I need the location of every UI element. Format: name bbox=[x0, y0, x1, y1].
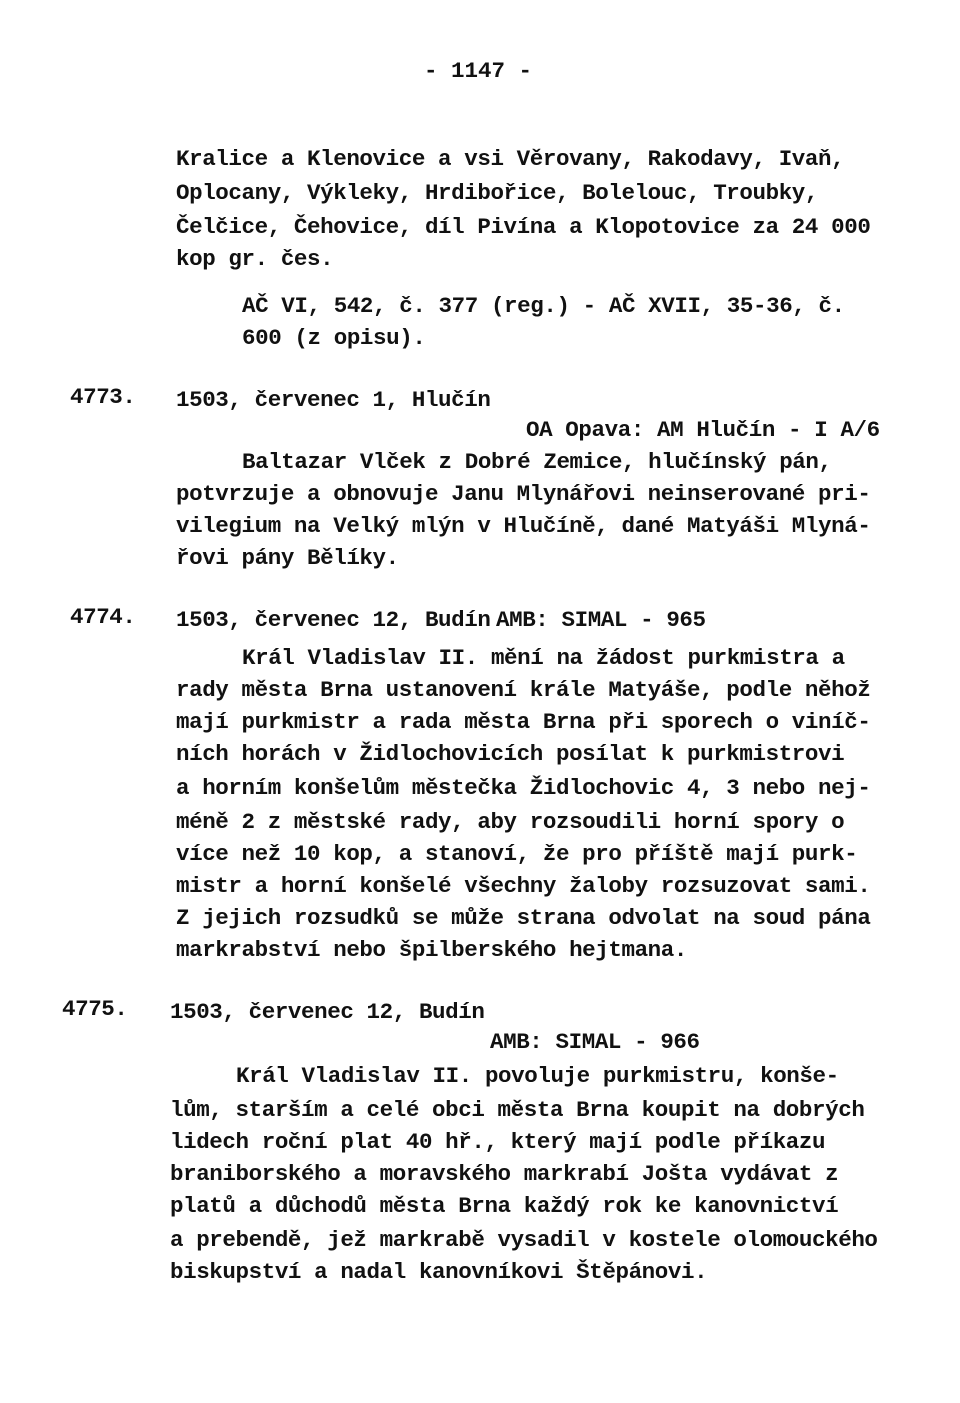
entry-text-line: potvrzuje a obnovuje Janu Mlynářovi neinserované pri- bbox=[176, 481, 871, 507]
entry-text-line: mají purkmistr a rada města Brna při sporech o viníč- bbox=[176, 709, 871, 735]
entry-text-line: a horním konšelům městečka Židlochovic 4, 3 nebo nej- bbox=[176, 775, 871, 801]
entry-text-line: ních horách v Židlochovicích posílat k purkmistrovi bbox=[176, 741, 845, 767]
entry-number: 4774. bbox=[70, 604, 136, 630]
entry-text-line: méně 2 z městské rady, aby rozsoudili horní spory o bbox=[176, 809, 845, 835]
entry-text-line: více než 10 kop, a stanoví, že pro příště mají purk- bbox=[176, 841, 858, 867]
entry-text-line: biskupství a nadal kanovníkovi Štěpánovi. bbox=[170, 1259, 708, 1285]
entry-text-line: braniborského a moravského markrabí Jošta vydávat z bbox=[170, 1161, 839, 1187]
entry-text-line: markrabství nebo špilberského hejtmana. bbox=[176, 937, 687, 963]
entry-text-line: Král Vladislav II. povoluje purkmistru, konše- bbox=[236, 1063, 839, 1089]
entry-text-line: Král Vladislav II. mění na žádost purkmistra a bbox=[242, 645, 845, 671]
entry-text-line: rady města Brna ustanovení krále Matyáše, podle něhož bbox=[176, 677, 871, 703]
intro-line: kop gr. čes. bbox=[176, 246, 334, 272]
entry-text-line: platů a důchodů města Brna každý rok ke kanovnictví bbox=[170, 1193, 839, 1219]
entry-text-line: lidech roční plat 40 hř., který mají podle příkazu bbox=[170, 1129, 826, 1155]
entry-text-line: a prebendě, jež markrabě vysadil v kostele olomouckého bbox=[170, 1227, 878, 1253]
entry-date-place: 1503, červenec 1, Hlučín bbox=[176, 387, 491, 413]
entry-text-line: vilegium na Velký mlýn v Hlučíně, dané Matyáši Mlyná- bbox=[176, 513, 871, 539]
entry-archive: AMB: SIMAL - 965 bbox=[496, 607, 706, 633]
page-number: - 1147 - bbox=[424, 58, 533, 84]
entry-number: 4773. bbox=[70, 384, 136, 410]
entry-text-line: řovi pány Bělíky. bbox=[176, 545, 399, 571]
entry-date-place: 1503, červenec 12, Budín bbox=[170, 999, 485, 1025]
entry-text-line: mistr a horní konšelé všechny žaloby rozsuzovat sami. bbox=[176, 873, 871, 899]
entry-archive: OA Opava: AM Hlučín - I A/6 bbox=[526, 417, 880, 443]
entry-archive: AMB: SIMAL - 966 bbox=[490, 1029, 700, 1055]
entry-text-line: Z jejich rozsudků se může strana odvolat na soud pána bbox=[176, 905, 871, 931]
entry-text-line: Baltazar Vlček z Dobré Zemice, hlučínský pán, bbox=[242, 449, 832, 475]
entry-date-place: 1503, červenec 12, Budín bbox=[176, 607, 491, 633]
intro-source-line: 600 (z opisu). bbox=[242, 325, 426, 351]
intro-source-line: AČ VI, 542, č. 377 (reg.) - AČ XVII, 35-36, č. bbox=[242, 293, 845, 319]
intro-line: Kralice a Klenovice a vsi Věrovany, Rakodavy, Ivaň, bbox=[176, 146, 845, 172]
entry-text-line: lům, starším a celé obci města Brna koupit na dobrých bbox=[170, 1097, 865, 1123]
entry-number: 4775. bbox=[62, 996, 128, 1022]
intro-line: Čelčice, Čehovice, díl Pivína a Klopotovice za 24 000 bbox=[176, 214, 871, 240]
intro-line: Oplocany, Výkleky, Hrdibořice, Bolelouc, Troubky, bbox=[176, 180, 819, 206]
